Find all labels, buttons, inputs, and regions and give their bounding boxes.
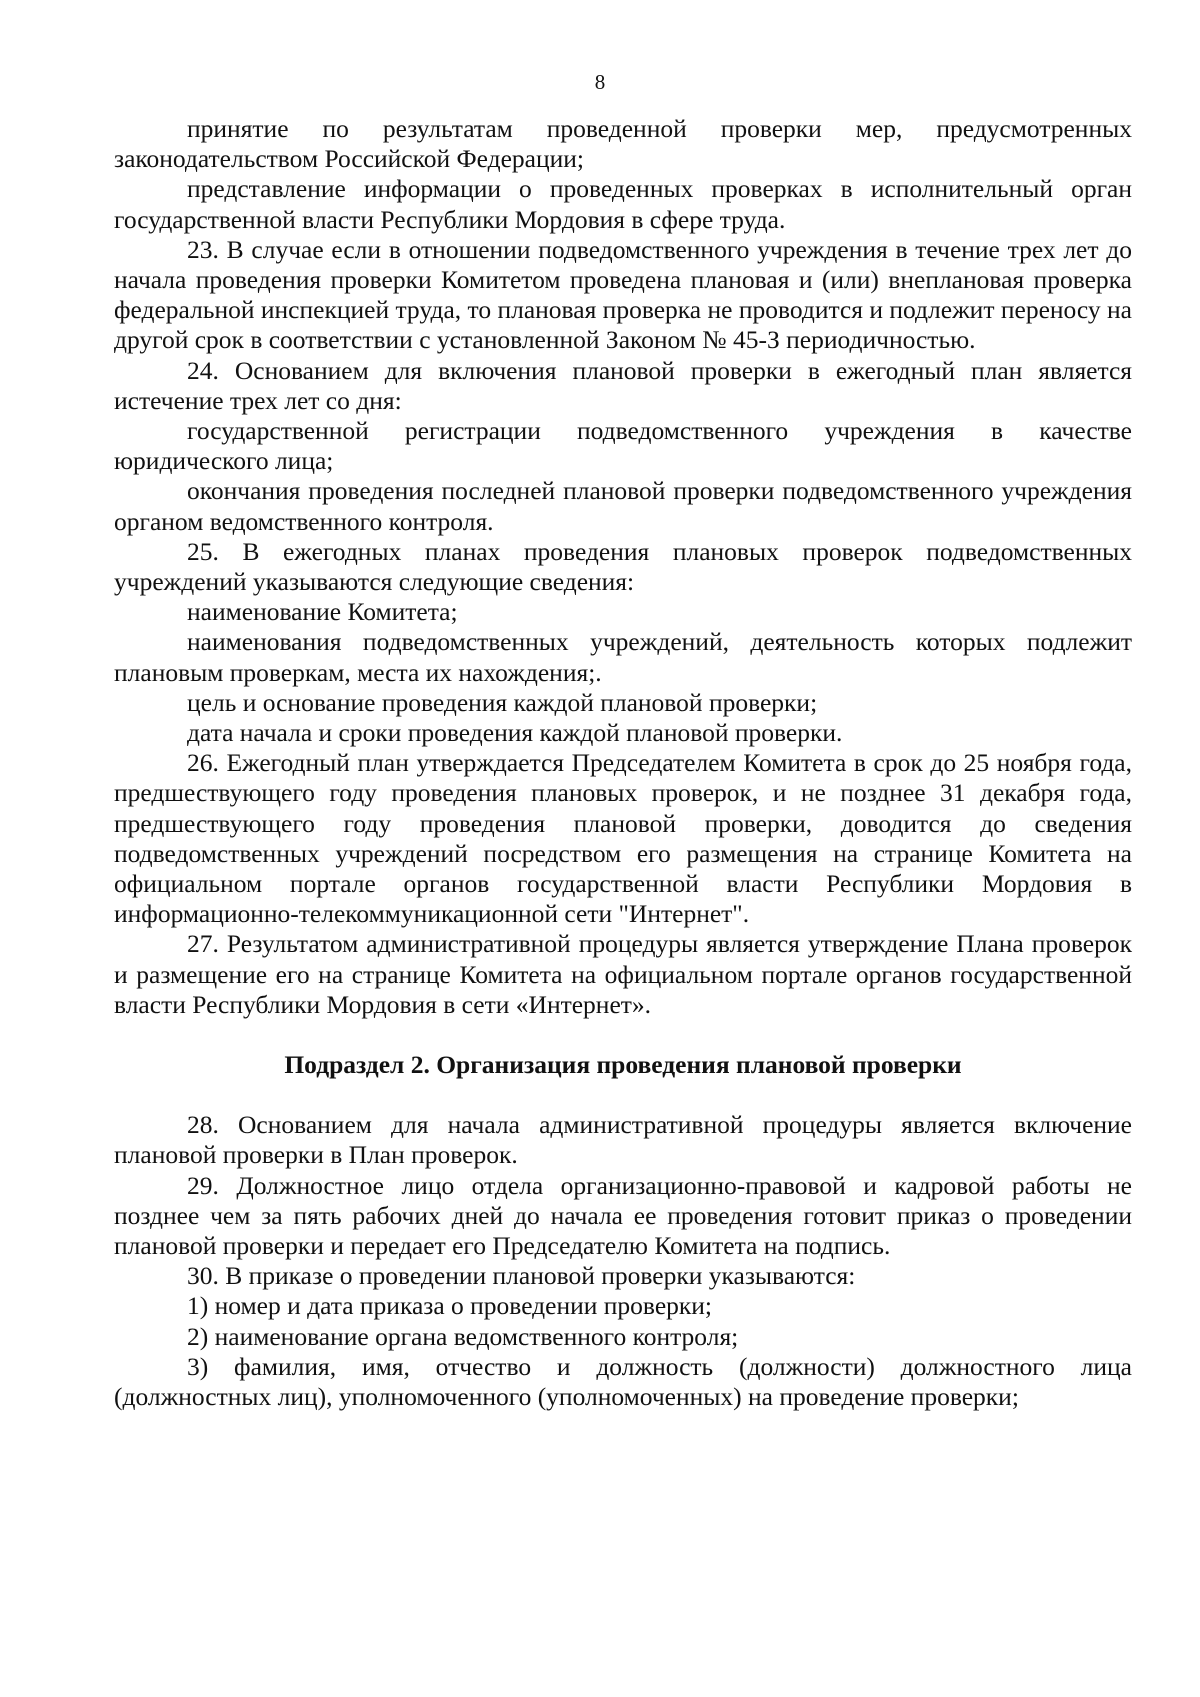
paragraph: принятие по результатам проведенной проверки мер, предусмотренных законодательством Российской Федерации; — [114, 114, 1132, 174]
paragraph: 24. Основанием для включения плановой проверки в ежегодный план является истечение трех лет со дня: — [114, 355, 1132, 415]
paragraph: 25. В ежегодных планах проведения плановых проверок подведомственных учреждений указываются следующие сведения: — [114, 536, 1132, 597]
paragraph: дата начала и сроки проведения каждой плановой проверки. — [187, 718, 843, 748]
paragraph: 2) наименование органа ведомственного контроля; — [187, 1321, 739, 1351]
paragraph: 28. Основанием для начала административной процедуры является включение плановой проверки в План проверок. — [114, 1110, 1132, 1170]
paragraph: наименования подведомственных учреждений, деятельность которых подлежит плановым проверкам, места их нахождения;. — [114, 627, 1132, 687]
paragraph: государственной регистрации подведомственного учреждения в качестве юридического лица; — [114, 416, 1132, 476]
paragraph: цель и основание проведения каждой плановой проверки; — [187, 687, 818, 717]
paragraph: окончания проведения последней плановой проверки подведомственного учреждения органом ведомственного контроля. — [114, 476, 1132, 536]
paragraph: 3) фамилия, имя, отчество и должность (должности) должностного лица (должностных лиц), уполномоченного (уполномоченных) на проведение проверки; — [114, 1351, 1132, 1411]
paragraph: 23. В случае если в отношении подведомственного учреждения в течение трех лет до начала проведения проверки Комитетом проведена плановая и (или) внеплановая проверка федеральной инспекцией труда, то плановая проверка не проводится и подлежит переносу на другой срок в соответствии с установленной Законом № 45-З периодичностью. — [114, 234, 1132, 355]
paragraph: 26. Ежегодный план утверждается Председателем Комитета в срок до 25 ноября года, предшествующего году проведения плановых проверок, и не позднее 31 декабря года, предшествующего году проведения плановой проверки, доводится до сведения подведомственных учреждений посредством его размещения на странице Комитета на официальном портале органов государственной власти Республики Мордовия в информационно-телекоммуникационной сети "Интернет". — [114, 748, 1132, 929]
paragraph: 27. Результатом административной процедуры является утверждение Плана проверок и размещение его на странице Комитета на официальном портале органов государственной власти Республики Мордовия в сети «Интернет». — [114, 929, 1132, 1019]
paragraph: 29. Должностное лицо отдела организационно-правовой и кадровой работы не позднее чем за пять рабочих дней до начала ее проведения готовит приказ о проведении плановой проверки и передает его Председателю Комитета на подпись. — [114, 1170, 1132, 1260]
page-number: 8 — [594, 70, 606, 94]
paragraph: 30. В приказе о проведении плановой проверки указываются: — [187, 1261, 856, 1291]
paragraph: наименование Комитета; — [187, 597, 458, 627]
paragraph: представление информации о проведенных проверках в исполнительный орган государственной власти Республики Мордовия в сфере труда. — [114, 174, 1132, 234]
section-heading: Подраздел 2. Организация проведения плановой проверки — [284, 1050, 962, 1080]
document-body — [114, 114, 1132, 1412]
paragraph: 1) номер и дата приказа о проведении проверки; — [187, 1291, 713, 1321]
